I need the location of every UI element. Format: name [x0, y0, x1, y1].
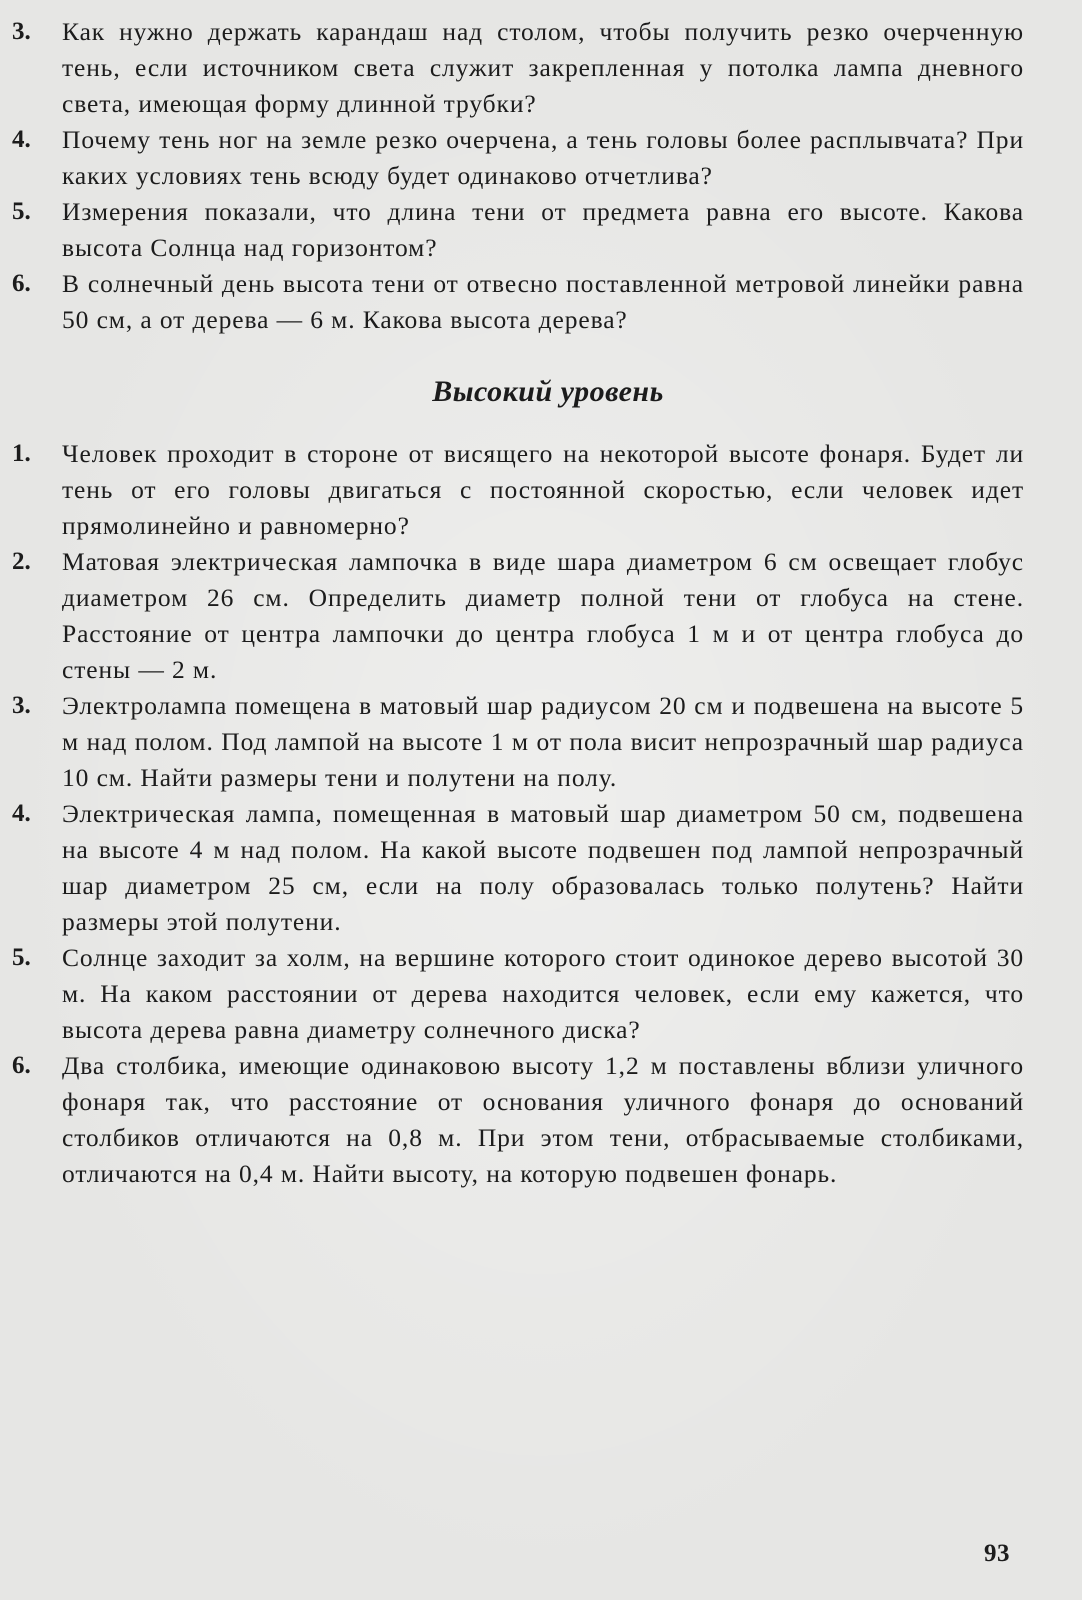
problem-number: 6.: [12, 1052, 31, 1079]
problem-number: 3.: [12, 692, 31, 719]
problem-number: 1.: [12, 440, 31, 467]
problem-text: Матовая электрическая лампочка в виде шара диаметром 6 см освещает глобус диаметром 26 см. Определить диаметр полной тени от глобуса на стене. Расстояние от центра лампочки до центра глобуса 1 м и от центра глобуса до стены — 2 м.: [62, 547, 1024, 684]
problem-6: [12, 266, 1024, 338]
problem-number: 4.: [12, 800, 31, 827]
problem-number: 4.: [12, 126, 31, 153]
problem-text: Электролампа помещена в матовый шар радиусом 20 см и подвешена на высоте 5 м над полом. Под лампой на высоте 1 м от пола висит непрозрачный шар радиуса 10 см. Найти размеры тени и полутени на полу.: [62, 691, 1024, 792]
problem-3: [12, 14, 1024, 122]
problem-number: 2.: [12, 548, 31, 575]
problem-text: В солнечный день высота тени от отвесно поставленной метровой линейки равна 50 см, а от дерева — 6 м. Какова высота дерева?: [62, 269, 1024, 334]
problem-number: 5.: [12, 198, 31, 225]
problem-text: Солнце заходит за холм, на вершине которого стоит одинокое дерево высотой 30 м. На каком расстоянии от дерева находится человек, если ему кажется, что высота дерева равна диаметру солнечного диска?: [62, 943, 1024, 1044]
problem-text: Как нужно держать карандаш над столом, чтобы получить резко очерченную тень, если источником света служит закрепленная у потолка лампа дневного света, имеющая форму длинной трубки?: [62, 17, 1024, 118]
high-problem-5: [12, 940, 1024, 1048]
problem-text: Почему тень ног на земле резко очерчена, а тень головы более расплывчата? При каких условиях тень всюду будет одинаково отчетлива?: [62, 125, 1024, 190]
problem-4: [12, 122, 1024, 194]
high-problem-1: [12, 436, 1024, 544]
page-number: 93: [984, 1540, 1010, 1567]
problem-number: 3.: [12, 18, 31, 45]
high-problem-3: [12, 688, 1024, 796]
high-problem-6: [12, 1048, 1024, 1192]
problem-5: [12, 194, 1024, 266]
high-problem-4: [12, 796, 1024, 940]
problem-text: Электрическая лампа, помещенная в матовый шар диаметром 50 см, подвешена на высоте 4 м над полом. На какой высоте подвешен под лампой непрозрачный шар диаметром 25 см, если на полу образовалась только полутень? Найти размеры этой полутени.: [62, 799, 1024, 936]
high-problem-2: [12, 544, 1024, 688]
problem-text: Человек проходит в стороне от висящего на некоторой высоте фонаря. Будет ли тень от его головы двигаться с постоянной скоростью, если человек идет прямолинейно и равномерно?: [62, 439, 1024, 540]
problem-number: 5.: [12, 944, 31, 971]
problem-number: 6.: [12, 270, 31, 297]
problem-text: Измерения показали, что длина тени от предмета равна его высоте. Какова высота Солнца над горизонтом?: [62, 197, 1024, 262]
problem-text: Два столбика, имеющие одинаковою высоту 1,2 м поставлены вблизи уличного фонаря так, что расстояние от основания уличного фонаря до оснований столбиков отличаются на 0,8 м. При этом тени, отбрасываемые столбиками, отличаются на 0,4 м. Найти высоту, на которую подвешен фонарь.: [62, 1051, 1024, 1188]
section-title: Высокий уровень: [432, 375, 664, 408]
